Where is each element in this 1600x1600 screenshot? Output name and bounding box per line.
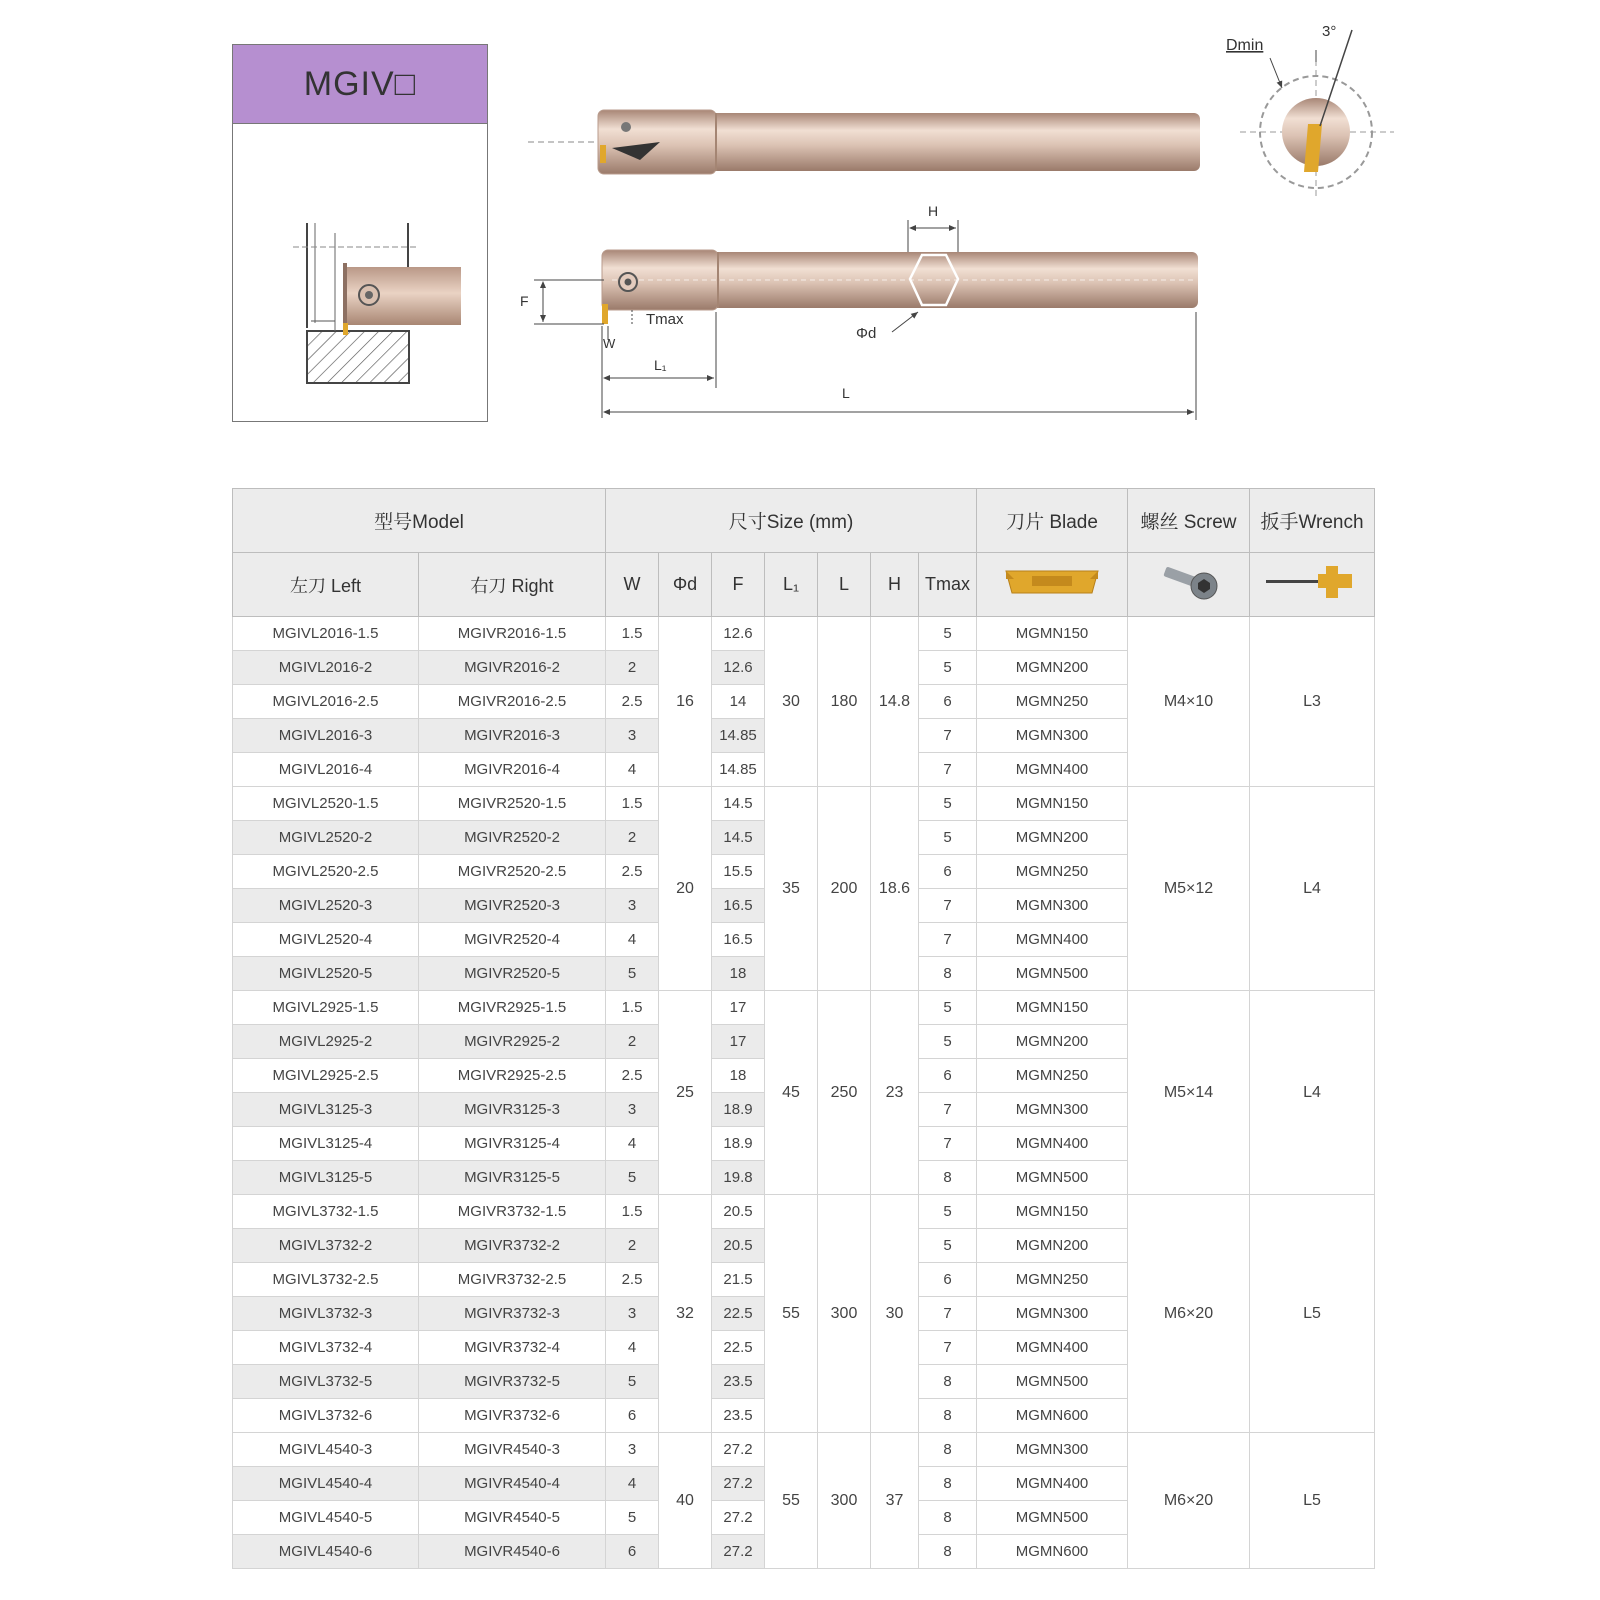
cell-f: 12.6 (712, 617, 765, 651)
col-d: Φd (659, 553, 712, 617)
cell-w: 2 (606, 651, 659, 685)
cell-w: 2.5 (606, 855, 659, 889)
cell-phi-d: 20 (659, 787, 712, 991)
cell-l: 180 (818, 617, 871, 787)
cell-left-model: MGIVL2925-1.5 (233, 991, 419, 1025)
cell-f: 17 (712, 1025, 765, 1059)
cell-blade: MGMN400 (977, 923, 1128, 957)
cell-wrench: L5 (1250, 1433, 1375, 1569)
col-left: 左刀 Left (233, 553, 419, 617)
cell-left-model: MGIVL3125-4 (233, 1127, 419, 1161)
cell-blade: MGMN150 (977, 787, 1128, 821)
cell-blade: MGMN500 (977, 1501, 1128, 1535)
cell-f: 22.5 (712, 1297, 765, 1331)
cell-f: 22.5 (712, 1331, 765, 1365)
cell-tmax: 8 (919, 1161, 977, 1195)
cell-f: 19.8 (712, 1161, 765, 1195)
cell-phi-d: 32 (659, 1195, 712, 1433)
col-h: H (871, 553, 919, 617)
cell-blade: MGMN200 (977, 1025, 1128, 1059)
cell-blade: MGMN300 (977, 719, 1128, 753)
cell-w: 1.5 (606, 617, 659, 651)
cell-left-model: MGIVL4540-3 (233, 1433, 419, 1467)
cell-f: 18.9 (712, 1093, 765, 1127)
col-tmax: Tmax (919, 553, 977, 617)
cell-w: 1.5 (606, 991, 659, 1025)
cell-screw: M4×10 (1128, 617, 1250, 787)
cell-blade: MGMN150 (977, 1195, 1128, 1229)
cell-blade: MGMN400 (977, 753, 1128, 787)
cell-h: 30 (871, 1195, 919, 1433)
label-phi-d: Φd (856, 325, 877, 342)
cell-f: 27.2 (712, 1535, 765, 1569)
cell-screw: M6×20 (1128, 1433, 1250, 1569)
spec-body (233, 617, 1375, 1569)
cell-tmax: 5 (919, 821, 977, 855)
cell-h: 18.6 (871, 787, 919, 991)
col-w: W (606, 553, 659, 617)
cell-tmax: 8 (919, 1399, 977, 1433)
table-row (233, 787, 1375, 821)
cell-tmax: 5 (919, 1195, 977, 1229)
cell-blade: MGMN250 (977, 1263, 1128, 1297)
table-row (233, 617, 1375, 651)
tool-top-view (528, 110, 1200, 174)
cell-blade: MGMN600 (977, 1399, 1128, 1433)
cell-blade: MGMN200 (977, 821, 1128, 855)
cell-w: 5 (606, 1365, 659, 1399)
cell-blade: MGMN400 (977, 1467, 1128, 1501)
cell-f: 14.5 (712, 787, 765, 821)
cell-tmax: 6 (919, 1059, 977, 1093)
cell-w: 6 (606, 1399, 659, 1433)
cell-w: 6 (606, 1535, 659, 1569)
cell-tmax: 7 (919, 1297, 977, 1331)
cell-w: 5 (606, 1501, 659, 1535)
cell-blade: MGMN150 (977, 617, 1128, 651)
cell-w: 4 (606, 1331, 659, 1365)
table-row (233, 1433, 1375, 1467)
cell-left-model: MGIVL3125-5 (233, 1161, 419, 1195)
cell-tmax: 7 (919, 1331, 977, 1365)
cell-blade: MGMN500 (977, 1365, 1128, 1399)
cell-left-model: MGIVL2016-4 (233, 753, 419, 787)
cell-w: 1.5 (606, 787, 659, 821)
cell-l1: 55 (765, 1433, 818, 1569)
cell-right-model: MGIVR2016-4 (419, 753, 606, 787)
header-screw: 螺丝 Screw (1128, 489, 1250, 553)
cell-right-model: MGIVR2520-4 (419, 923, 606, 957)
cell-f: 18 (712, 1059, 765, 1093)
tool-side-view (602, 250, 1198, 324)
cell-tmax: 8 (919, 1467, 977, 1501)
cell-f: 27.2 (712, 1501, 765, 1535)
table-row (233, 991, 1375, 1025)
cell-f: 16.5 (712, 889, 765, 923)
cell-w: 1.5 (606, 1195, 659, 1229)
cell-f: 21.5 (712, 1263, 765, 1297)
cell-blade: MGMN300 (977, 1433, 1128, 1467)
cell-right-model: MGIVR2520-2.5 (419, 855, 606, 889)
cell-tmax: 6 (919, 1263, 977, 1297)
label-w: W (603, 336, 616, 351)
cell-tmax: 7 (919, 1127, 977, 1161)
header-wrench: 扳手Wrench (1250, 489, 1375, 553)
cell-right-model: MGIVR2925-1.5 (419, 991, 606, 1025)
cell-tmax: 5 (919, 617, 977, 651)
cell-blade: MGMN300 (977, 889, 1128, 923)
cell-blade: MGMN500 (977, 1161, 1128, 1195)
cell-phi-d: 40 (659, 1433, 712, 1569)
cell-left-model: MGIVL2925-2.5 (233, 1059, 419, 1093)
cell-right-model: MGIVR2520-5 (419, 957, 606, 991)
col-l1: L₁ (765, 553, 818, 617)
cell-w: 3 (606, 719, 659, 753)
label-h: H (928, 203, 939, 219)
cell-w: 2.5 (606, 1059, 659, 1093)
cell-tmax: 8 (919, 1365, 977, 1399)
cell-tmax: 5 (919, 991, 977, 1025)
cell-left-model: MGIVL2016-1.5 (233, 617, 419, 651)
cell-wrench: L3 (1250, 617, 1375, 787)
cell-tmax: 5 (919, 787, 977, 821)
cell-w: 2 (606, 1025, 659, 1059)
cell-left-model: MGIVL3732-3 (233, 1297, 419, 1331)
label-l1: L₁ (654, 357, 667, 373)
cell-left-model: MGIVL3732-4 (233, 1331, 419, 1365)
cell-tmax: 6 (919, 685, 977, 719)
col-right: 右刀 Right (419, 553, 606, 617)
cell-left-model: MGIVL2925-2 (233, 1025, 419, 1059)
cell-right-model: MGIVR2016-3 (419, 719, 606, 753)
cell-right-model: MGIVR4540-3 (419, 1433, 606, 1467)
table-row (233, 1195, 1375, 1229)
cell-blade: MGMN250 (977, 855, 1128, 889)
cell-right-model: MGIVR3732-2.5 (419, 1263, 606, 1297)
cell-right-model: MGIVR4540-6 (419, 1535, 606, 1569)
cell-l: 250 (818, 991, 871, 1195)
cell-left-model: MGIVL3732-6 (233, 1399, 419, 1433)
cell-left-model: MGIVL4540-6 (233, 1535, 419, 1569)
cell-tmax: 8 (919, 957, 977, 991)
cell-w: 2 (606, 1229, 659, 1263)
cell-right-model: MGIVR2520-1.5 (419, 787, 606, 821)
cell-w: 3 (606, 1297, 659, 1331)
label-angle: 3° (1322, 23, 1337, 40)
cell-left-model: MGIVL2520-2.5 (233, 855, 419, 889)
cell-w: 5 (606, 957, 659, 991)
cell-blade: MGMN600 (977, 1535, 1128, 1569)
cell-blade: MGMN200 (977, 651, 1128, 685)
cell-blade: MGMN250 (977, 1059, 1128, 1093)
cell-right-model: MGIVR3125-5 (419, 1161, 606, 1195)
cell-right-model: MGIVR3732-6 (419, 1399, 606, 1433)
tool-drawing (0, 0, 1600, 460)
cell-h: 14.8 (871, 617, 919, 787)
cell-l: 200 (818, 787, 871, 991)
cell-right-model: MGIVR3732-3 (419, 1297, 606, 1331)
cell-l1: 30 (765, 617, 818, 787)
cell-l: 300 (818, 1433, 871, 1569)
cell-w: 5 (606, 1161, 659, 1195)
cell-wrench: L5 (1250, 1195, 1375, 1433)
cell-f: 23.5 (712, 1399, 765, 1433)
cell-f: 20.5 (712, 1195, 765, 1229)
cell-tmax: 7 (919, 1093, 977, 1127)
cell-l: 300 (818, 1195, 871, 1433)
header-size: 尺寸Size (mm) (606, 489, 977, 553)
cell-right-model: MGIVR4540-5 (419, 1501, 606, 1535)
cell-tmax: 8 (919, 1535, 977, 1569)
t-wrench-icon (1250, 553, 1375, 617)
label-dmin: Dmin (1226, 37, 1264, 54)
cell-screw: M6×20 (1128, 1195, 1250, 1433)
cell-f: 15.5 (712, 855, 765, 889)
tool-end-view (1240, 30, 1394, 200)
cell-tmax: 8 (919, 1433, 977, 1467)
cell-right-model: MGIVR3732-5 (419, 1365, 606, 1399)
cell-screw: M5×14 (1128, 991, 1250, 1195)
cell-left-model: MGIVL4540-5 (233, 1501, 419, 1535)
col-f: F (712, 553, 765, 617)
cell-w: 4 (606, 1467, 659, 1501)
cell-w: 3 (606, 889, 659, 923)
cell-blade: MGMN200 (977, 1229, 1128, 1263)
cell-tmax: 6 (919, 855, 977, 889)
cell-left-model: MGIVL2520-2 (233, 821, 419, 855)
cell-right-model: MGIVR3732-1.5 (419, 1195, 606, 1229)
cell-f: 17 (712, 991, 765, 1025)
cell-w: 4 (606, 1127, 659, 1161)
cell-f: 14.5 (712, 821, 765, 855)
cell-f: 18 (712, 957, 765, 991)
cell-right-model: MGIVR2925-2 (419, 1025, 606, 1059)
cell-tmax: 7 (919, 719, 977, 753)
cell-blade: MGMN250 (977, 685, 1128, 719)
col-l: L (818, 553, 871, 617)
header-blade: 刀片 Blade (977, 489, 1128, 553)
cell-left-model: MGIVL3732-5 (233, 1365, 419, 1399)
cell-right-model: MGIVR2016-2 (419, 651, 606, 685)
cell-f: 18.9 (712, 1127, 765, 1161)
header-model: 型号Model (233, 489, 606, 553)
cell-wrench: L4 (1250, 991, 1375, 1195)
cell-left-model: MGIVL3732-2.5 (233, 1263, 419, 1297)
cell-f: 14.85 (712, 753, 765, 787)
cell-blade: MGMN400 (977, 1331, 1128, 1365)
cell-right-model: MGIVR2520-3 (419, 889, 606, 923)
cell-right-model: MGIVR2520-2 (419, 821, 606, 855)
cell-h: 23 (871, 991, 919, 1195)
cell-left-model: MGIVL2520-3 (233, 889, 419, 923)
spec-table (232, 488, 1375, 1569)
cell-left-model: MGIVL2520-1.5 (233, 787, 419, 821)
cell-screw: M5×12 (1128, 787, 1250, 991)
cell-right-model: MGIVR4540-4 (419, 1467, 606, 1501)
cell-w: 2 (606, 821, 659, 855)
cell-tmax: 7 (919, 923, 977, 957)
cell-tmax: 7 (919, 889, 977, 923)
cell-w: 2.5 (606, 1263, 659, 1297)
cell-blade: MGMN500 (977, 957, 1128, 991)
cell-right-model: MGIVR3125-3 (419, 1093, 606, 1127)
cell-f: 27.2 (712, 1433, 765, 1467)
cell-f: 12.6 (712, 651, 765, 685)
cell-h: 37 (871, 1433, 919, 1569)
cell-f: 20.5 (712, 1229, 765, 1263)
cell-left-model: MGIVL3732-1.5 (233, 1195, 419, 1229)
product-title: MGIV□ (233, 45, 487, 124)
cell-w: 2.5 (606, 685, 659, 719)
cell-right-model: MGIVR3732-4 (419, 1331, 606, 1365)
cell-f: 14 (712, 685, 765, 719)
cell-left-model: MGIVL2520-5 (233, 957, 419, 991)
cell-l1: 55 (765, 1195, 818, 1433)
cell-tmax: 7 (919, 753, 977, 787)
cell-left-model: MGIVL3732-2 (233, 1229, 419, 1263)
label-tmax: Tmax (646, 311, 684, 328)
cell-left-model: MGIVL2016-3 (233, 719, 419, 753)
cell-blade: MGMN150 (977, 991, 1128, 1025)
cell-left-model: MGIVL2520-4 (233, 923, 419, 957)
cell-blade: MGMN400 (977, 1127, 1128, 1161)
label-f: F (520, 293, 529, 309)
cell-left-model: MGIVL4540-4 (233, 1467, 419, 1501)
cell-blade: MGMN300 (977, 1297, 1128, 1331)
cell-l1: 45 (765, 991, 818, 1195)
cell-tmax: 5 (919, 1229, 977, 1263)
cell-w: 3 (606, 1433, 659, 1467)
cell-w: 3 (606, 1093, 659, 1127)
cell-tmax: 5 (919, 1025, 977, 1059)
cell-blade: MGMN300 (977, 1093, 1128, 1127)
cell-phi-d: 16 (659, 617, 712, 787)
cell-phi-d: 25 (659, 991, 712, 1195)
cell-w: 4 (606, 753, 659, 787)
cell-f: 27.2 (712, 1467, 765, 1501)
cell-wrench: L4 (1250, 787, 1375, 991)
cell-left-model: MGIVL2016-2 (233, 651, 419, 685)
cell-right-model: MGIVR3732-2 (419, 1229, 606, 1263)
cell-right-model: MGIVR2016-1.5 (419, 617, 606, 651)
cell-right-model: MGIVR3125-4 (419, 1127, 606, 1161)
cell-left-model: MGIVL2016-2.5 (233, 685, 419, 719)
label-l: L (842, 385, 850, 401)
cell-w: 4 (606, 923, 659, 957)
cell-f: 16.5 (712, 923, 765, 957)
cell-f: 23.5 (712, 1365, 765, 1399)
cell-l1: 35 (765, 787, 818, 991)
cell-f: 14.85 (712, 719, 765, 753)
grooving-insert-icon (977, 553, 1128, 617)
cell-left-model: MGIVL3125-3 (233, 1093, 419, 1127)
cell-tmax: 5 (919, 651, 977, 685)
hex-socket-screw-icon (1128, 553, 1250, 617)
cell-right-model: MGIVR2925-2.5 (419, 1059, 606, 1093)
cell-tmax: 8 (919, 1501, 977, 1535)
cell-right-model: MGIVR2016-2.5 (419, 685, 606, 719)
